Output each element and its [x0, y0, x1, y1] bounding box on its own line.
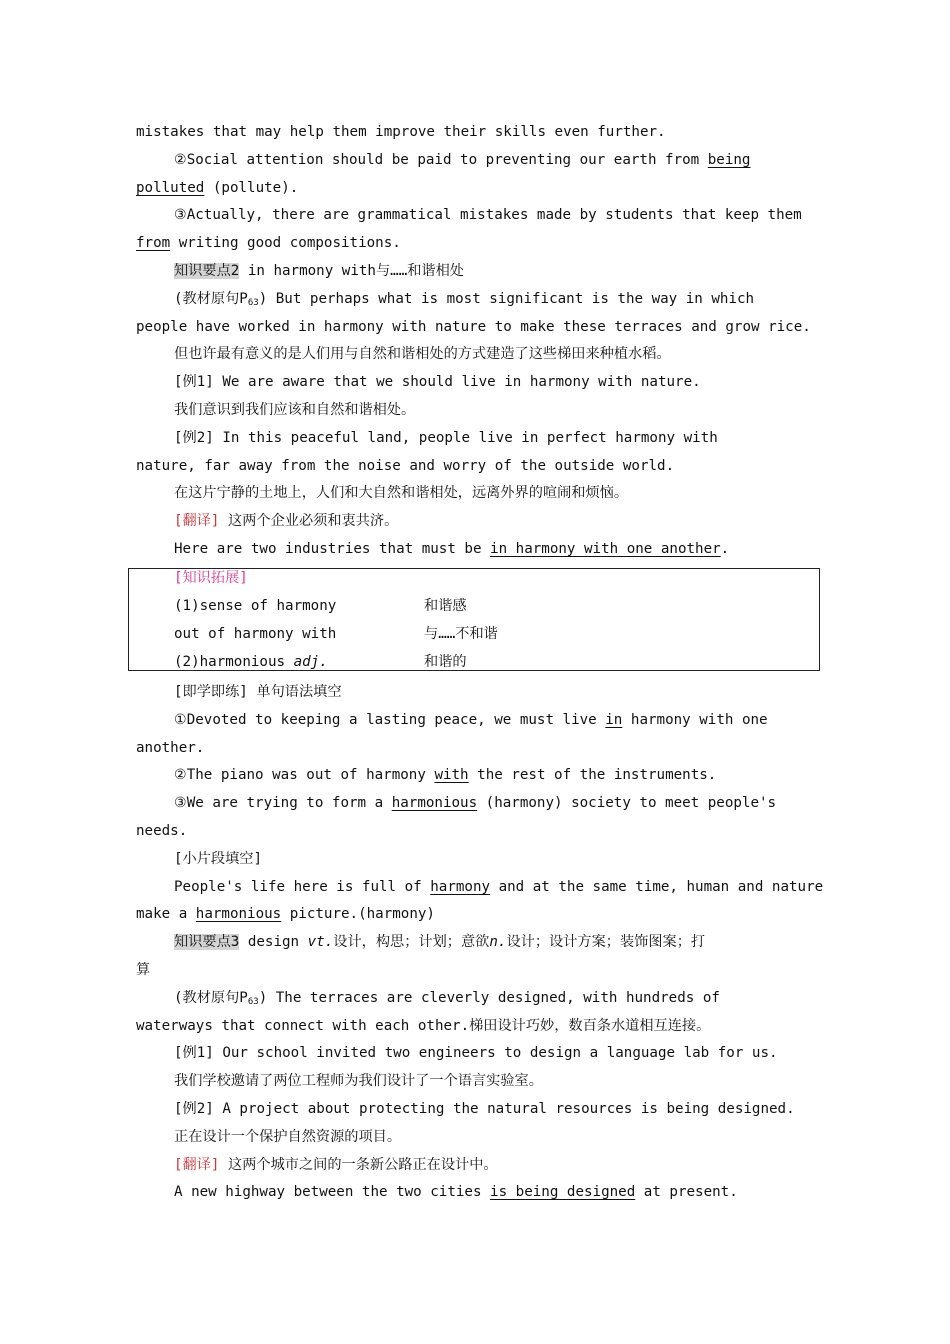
answer-text: .: [720, 540, 730, 557]
exercise-line: needs.: [136, 822, 188, 839]
exercise-text: ①Devoted to keeping a lasting peace, we must live: [174, 711, 606, 728]
exercise-line: [136, 707, 815, 735]
part-of-speech: adj.: [293, 654, 328, 670]
answer-text: A new highway between the two cities: [174, 1184, 491, 1201]
example-line: [例2] A project about protecting the natural resources is being designed.: [174, 1100, 795, 1117]
example-line: nature, far away from the noise and worry of the outside world.: [136, 457, 675, 474]
expansion-en: out of harmony with: [174, 626, 337, 642]
answer-text: at present.: [635, 1184, 738, 1201]
answer-blank: harmony: [430, 878, 491, 895]
exercise-text: (pollute).: [204, 179, 299, 196]
translate-answer: [136, 536, 815, 564]
expansion-en: (1)sense of harmony: [174, 598, 337, 614]
answer-blank: is being designed: [490, 1184, 636, 1201]
expansion-cn: 和谐感: [424, 598, 467, 614]
answer-blank: harmonious: [391, 795, 478, 812]
section-title: 设计；设计方案；装饰图案；打: [506, 934, 706, 951]
page-ref: 63: [247, 297, 259, 308]
answer-blank: harmonious: [195, 906, 282, 923]
exercise-text: (harmony) society to meet people's: [477, 795, 777, 812]
exercise-text: ③We are trying to form a: [174, 795, 392, 812]
knowledge-point-tag: 知识要点2: [174, 262, 240, 279]
source-sentence: [136, 286, 815, 314]
source-text: ) The terraces are cleverly designed, with hundreds of: [258, 989, 720, 1006]
exercise-text: the rest of the instruments.: [468, 767, 717, 784]
exercise-text: harmony with one: [622, 711, 768, 728]
section-heading: [136, 929, 815, 957]
exercise-line: [136, 901, 815, 929]
translate-task: [136, 1152, 815, 1180]
answer-blank: with: [434, 767, 469, 784]
answer-blank: polluted: [136, 179, 205, 196]
exercise-text: and at the same time, human and nature: [490, 878, 824, 895]
exercise-text: writing good compositions.: [170, 235, 401, 252]
expansion-cn: 和谐的: [424, 654, 467, 670]
page-ref: 63: [247, 996, 259, 1007]
translate-prompt: 这两个企业必须和衷共济。: [219, 513, 399, 530]
translate-answer: [136, 1179, 815, 1207]
exercise-line: [136, 147, 815, 175]
translate-prompt: 这两个城市之间的一条新公路正在设计中。: [219, 1156, 498, 1173]
example-line: [例2] In this peaceful land, people live in perfect harmony with: [174, 429, 718, 446]
translation-line: 我们学校邀请了两位工程师为我们设计了一个语言实验室。: [174, 1073, 543, 1090]
answer-blank: in harmony with one another: [490, 540, 721, 557]
source-label: (教材原句P: [174, 989, 248, 1006]
exercise-text: picture.(harmony): [281, 906, 435, 923]
exercise-line: [136, 762, 815, 790]
exercise-text: ②The piano was out of harmony: [174, 767, 435, 784]
section-heading-cont: 算: [136, 961, 151, 978]
example-line: [例1] We are aware that we should live in harmony with nature.: [174, 374, 701, 391]
exercise-text: ②Social attention should be paid to preventing our earth from: [174, 151, 708, 168]
part-of-speech: n.: [489, 934, 507, 951]
fill-heading: [小片段填空]: [174, 850, 263, 867]
section-title: design: [239, 934, 308, 951]
section-heading: [136, 258, 815, 286]
section-title: 设计，构思；计划；意欲: [333, 934, 490, 951]
paragraph-line: mistakes that may help them improve their skills even further.: [136, 124, 666, 140]
translation-line: 但也许最有意义的是人们用与自然和谐相处的方式建造了这些梯田来种植水稻。: [174, 346, 671, 363]
part-of-speech: vt.: [307, 934, 334, 951]
exercise-line: [136, 790, 815, 818]
translate-task: [136, 508, 815, 536]
translate-tag: [翻译]: [174, 1156, 220, 1173]
expansion-cn: 与……不和谐: [424, 626, 498, 642]
exercise-line: ③Actually, there are grammatical mistakes made by students that keep them: [174, 207, 802, 224]
source-sentence: people have worked in harmony with nature to make these terraces and grow rice.: [136, 318, 811, 335]
exercise-line: [136, 175, 815, 203]
document-body: [136, 119, 815, 564]
example-line: [例1] Our school invited two engineers to design a language lab for us.: [174, 1045, 778, 1062]
answer-blank: being: [707, 151, 751, 168]
exercise-line: [136, 874, 824, 902]
translate-tag: [翻译]: [174, 513, 220, 530]
source-label: (教材原句P: [174, 290, 248, 307]
answer-blank: from: [136, 235, 171, 252]
source-sentence: [136, 985, 815, 1013]
exercise-line: [136, 230, 815, 258]
exercise-text: make a: [136, 906, 196, 923]
expansion-en: [174, 649, 328, 677]
source-sentence: waterways that connect with each other.梯田设计巧妙，数百条水道相互连接。: [136, 1017, 711, 1034]
exercise-line: another.: [136, 739, 205, 756]
expansion-tag: [知识拓展]: [174, 570, 248, 586]
translation-line: 在这片宁静的土地上，人们和大自然和谐相处，远离外界的喧闹和烦恼。: [174, 485, 629, 502]
section-title: in harmony with与……和谐相处: [239, 262, 464, 279]
knowledge-point-tag: 知识要点3: [174, 934, 240, 951]
exercise-text: People's life here is full of: [174, 878, 431, 895]
answer-blank: in: [605, 711, 623, 728]
answer-text: Here are two industries that must be: [174, 540, 491, 557]
translation-line: 正在设计一个保护自然资源的项目。: [174, 1128, 402, 1145]
practice-heading: [即学即练] 单句语法填空: [174, 684, 342, 700]
translation-line: 我们意识到我们应该和自然和谐相处。: [174, 401, 416, 418]
expansion-word: (2)harmonious: [174, 654, 294, 670]
document-body-lower: [136, 679, 824, 1207]
source-text: ) But perhaps what is most significant is the way in which: [258, 290, 755, 307]
